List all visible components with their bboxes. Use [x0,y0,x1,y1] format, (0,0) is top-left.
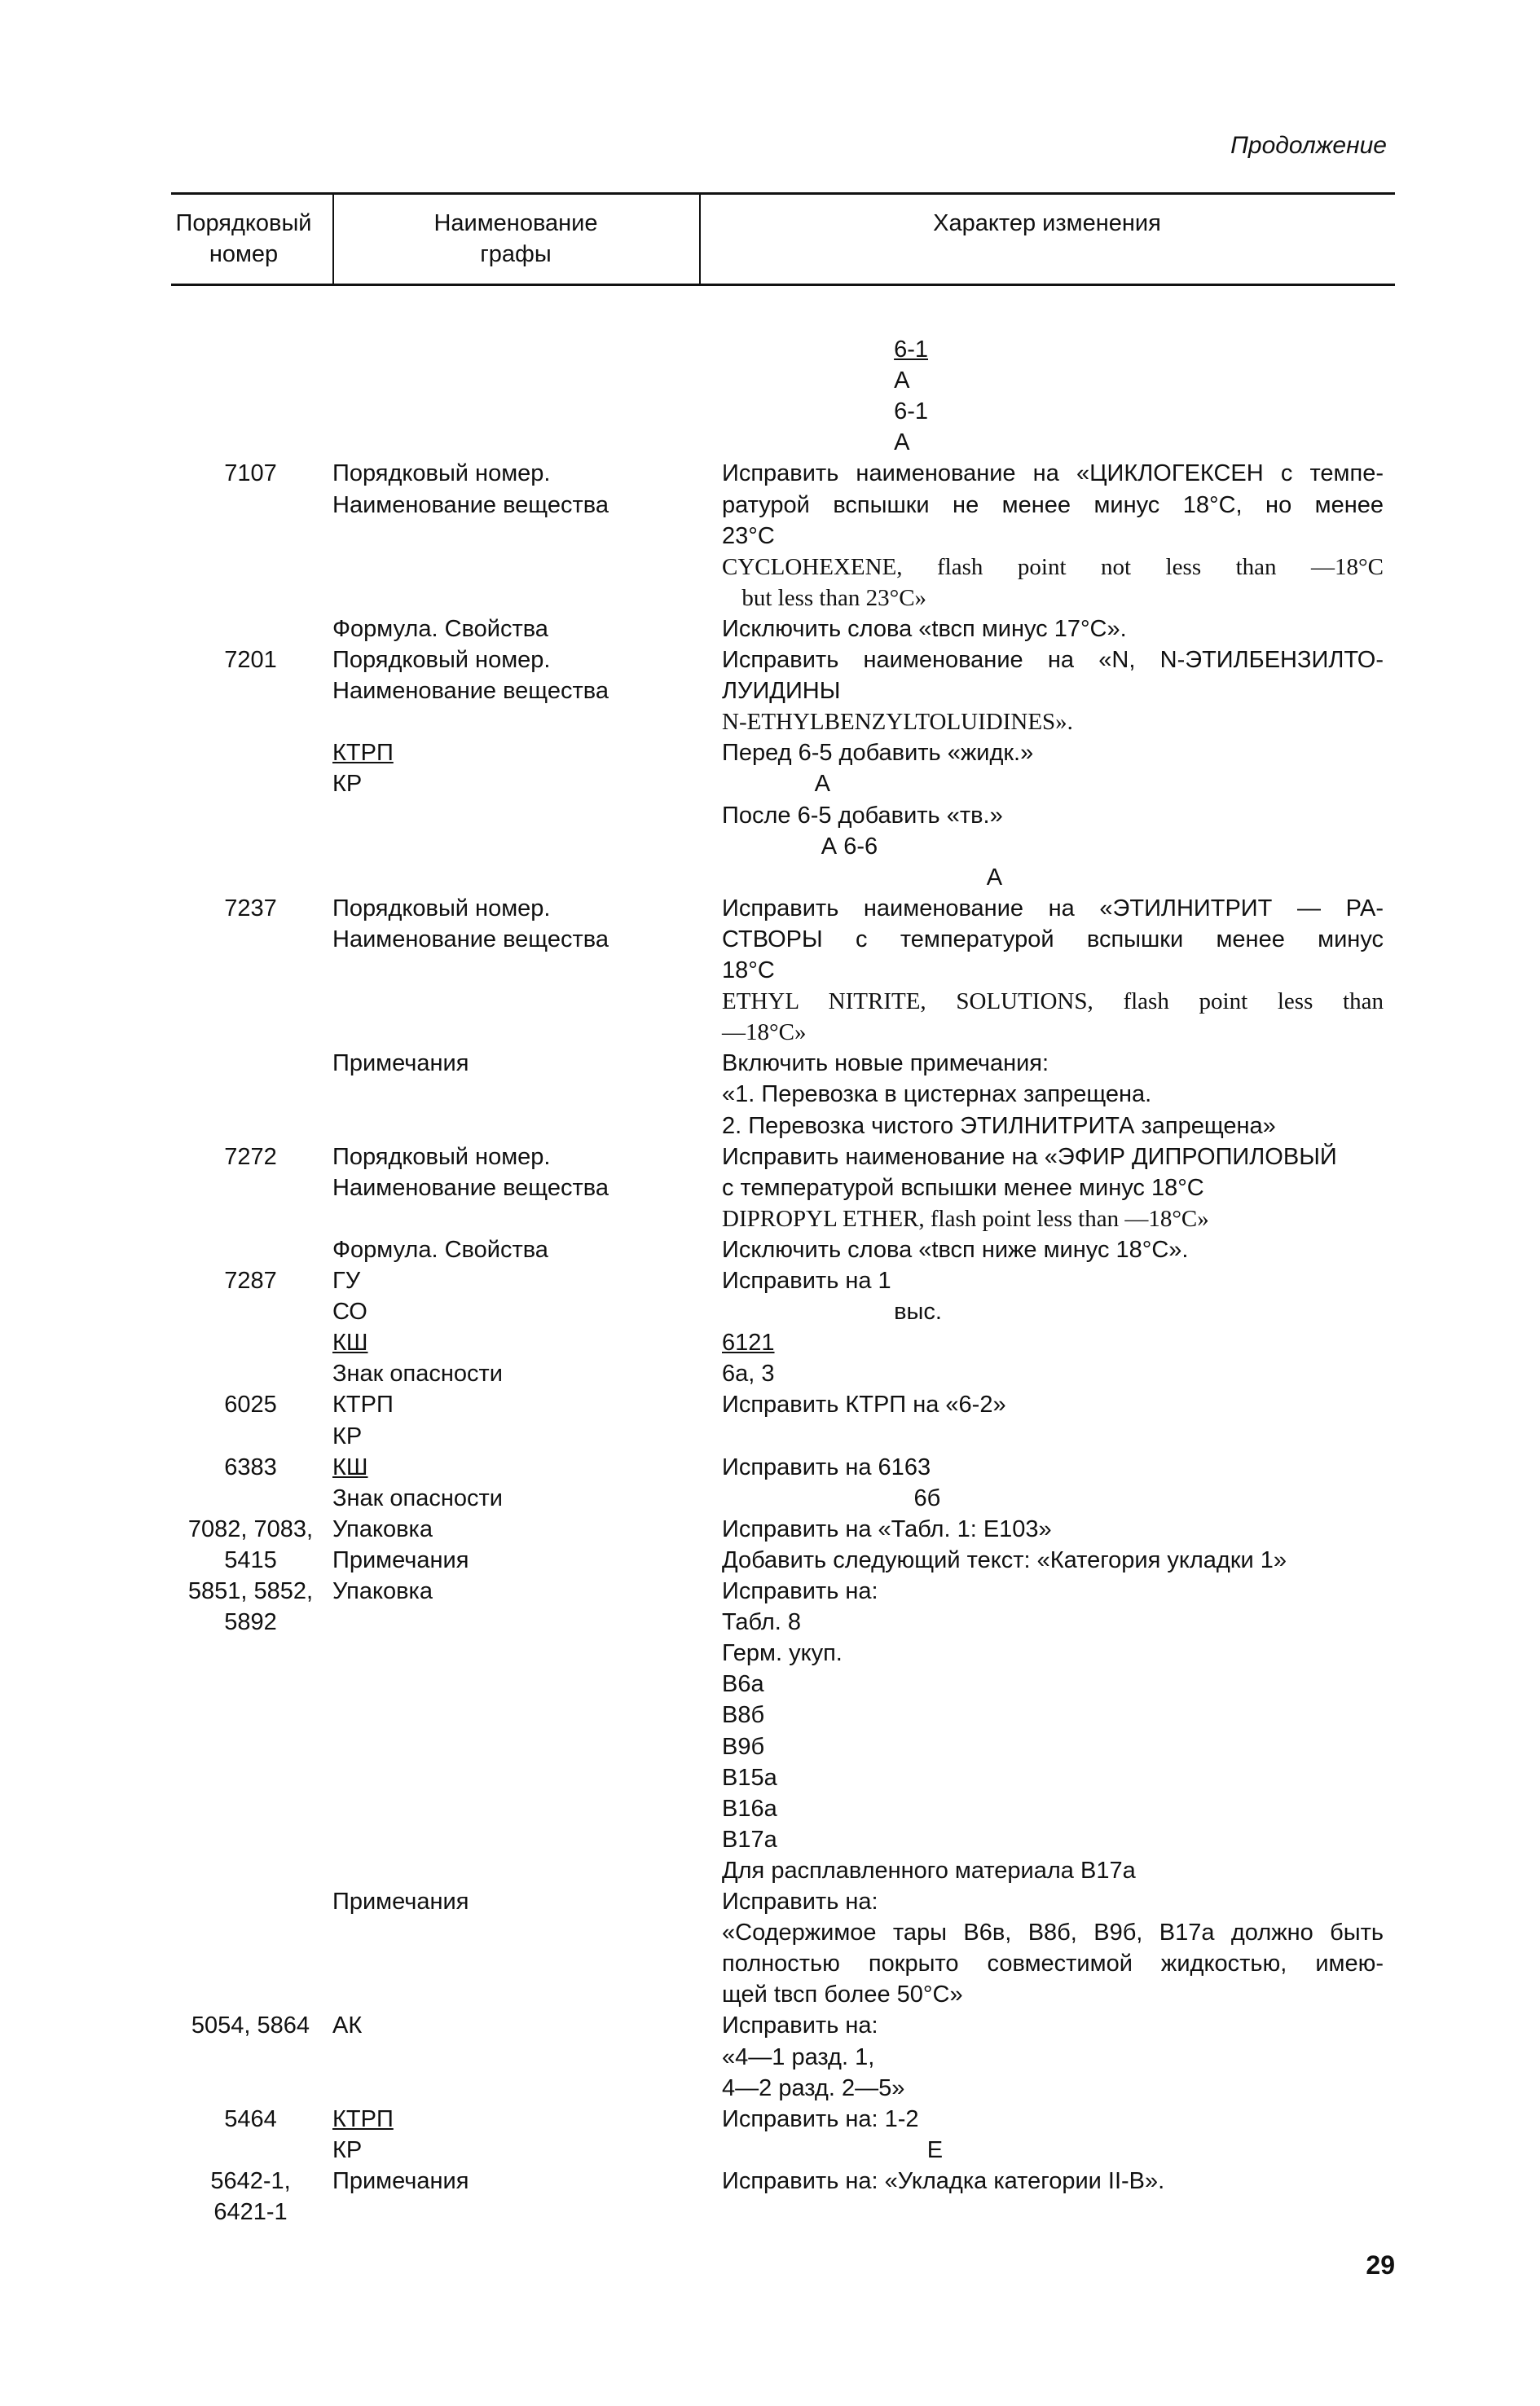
table-row [0,1948,1540,1979]
change-text-cell: «Содержимое тары В6в, В8б, В9б, В17а должно быть [722,1920,1384,1946]
change-text-cell: Исправить наименование на «N, N-ЭТИЛБЕНЗИЛТО- [722,647,1384,673]
table-row [0,1886,1540,1917]
serial-number-cell: 5054, 5864 [191,2012,310,2039]
change-text-cell: —18°C» [722,1019,807,1046]
serial-number-cell: 5642-1, [210,2167,291,2194]
change-text-cell: А [894,429,910,456]
table-row [0,1855,1540,1886]
change-text-cell: ратурой вспышки не менее минус 18°С, но менее [722,491,1384,518]
change-text-cell: А [814,771,831,798]
change-text-cell: Исправить на «Табл. 1: Е103» [722,1515,1052,1542]
change-text-cell: выс. [894,1299,942,1326]
serial-number-cell: 7082, 7083, [187,1515,314,1542]
table-row [0,1111,1540,1141]
column-name-cell: Наименование вещества [332,926,609,952]
change-text-cell: СТВОРЫ с температурой вспышки менее минус [722,926,1384,952]
table-row [0,955,1540,986]
column-name-cell: Примечания [332,1889,469,1915]
change-text-cell: 18°С [722,957,775,983]
table-row [0,1824,1540,1855]
column-name-cell: Формула. Свойства [332,615,548,642]
table-row [0,365,1540,396]
table-row [0,768,1540,799]
table-row [0,986,1540,1017]
page-number: 29 [1366,2250,1395,2280]
table-row [0,2073,1540,2104]
serial-number-cell: 7107 [224,460,277,487]
table-row [0,1203,1540,1234]
change-text-cell: В17а [722,1826,777,1853]
table-row [0,2104,1540,2135]
change-text-cell: 2. Перевозка чистого ЭТИЛНИТРИТА запрещена» [722,1112,1276,1139]
change-text-cell: CYCLOHEXENE, flash point not less than —18°C [722,553,1384,580]
serial-number-cell: 6421-1 [213,2199,288,2225]
header-change-description: Характер изменения [933,210,1161,236]
column-name-cell: Примечания [332,2167,469,2194]
change-text-cell: А [894,367,910,394]
change-text-cell: А 6-6 [821,833,878,860]
column-name-cell: КР [332,1423,363,1449]
table-row [0,1638,1540,1669]
serial-number-cell: 5851, 5852, [187,1578,314,1604]
serial-number-cell: 7272 [224,1143,277,1170]
change-text-cell: 6-1 [894,398,929,425]
change-text-cell: 6а, 3 [722,1361,775,1388]
serial-number-cell: 6025 [224,1392,277,1419]
column-name-cell: Знак опасности [332,1485,503,1511]
column-name-cell: Наименование вещества [332,491,609,518]
table-row [0,1172,1540,1203]
change-text-cell: полностью покрыто совместимой жидкостью, имею- [722,1951,1384,1977]
column-name-cell: Примечания [332,1050,469,1077]
change-text-cell: Исправить на: «Укладка категории II-В». [722,2167,1165,2194]
table-row [0,2010,1540,2041]
column-name-cell: КТРП [332,2105,394,2132]
change-text-cell: В8б [722,1702,765,1729]
change-text-cell: Исправить на: [722,1578,878,1604]
table-row [0,1234,1540,1265]
table-row [0,675,1540,706]
table-row [0,1421,1540,1452]
change-text-cell: Исключить слова «tвсп минус 17°С». [722,615,1127,642]
table-row [0,1731,1540,1762]
table-row [0,1669,1540,1700]
change-text-cell: Добавить следующий текст: «Категория укладки 1» [722,1546,1287,1573]
table-row [0,1452,1540,1483]
column-name-cell: Знак опасности [332,1361,503,1388]
table-row [0,1514,1540,1545]
change-text-cell: Исправить наименование на «ЦИКЛОГЕКСЕН с темпе- [722,460,1384,487]
change-text-cell: В9б [722,1733,765,1760]
table-row [0,334,1540,365]
table-row [0,924,1540,955]
table-row [0,1141,1540,1172]
change-text-cell: Исправить на: 1-2 [722,2105,919,2132]
change-text-cell: Исправить наименование на «ЭФИР ДИПРОПИЛОВЫЙ [722,1143,1337,1170]
table-row [0,1327,1540,1358]
change-text-cell: Исправить на: [722,2012,878,2039]
table-row [0,893,1540,924]
column-name-cell: Формула. Свойства [332,1236,548,1263]
table-row [0,1483,1540,1514]
continuation-label: Продолжение [1230,132,1387,159]
column-name-cell: АК [332,2012,363,2039]
change-text-cell: Включить новые примечания: [722,1050,1049,1077]
column-name-cell: Примечания [332,1546,469,1573]
change-text-cell: Исправить наименование на «ЭТИЛНИТРИТ — РА- [722,895,1384,921]
table-header-rule [171,284,1395,286]
change-text-cell: Исправить на 6163 [722,1454,931,1480]
change-text-cell: Табл. 8 [722,1609,802,1636]
column-name-cell: КР [332,771,363,798]
change-text-cell: 6121 [722,1330,775,1357]
table-row [0,490,1540,521]
change-text-cell: «1. Перевозка в цистернах запрещена. [722,1081,1152,1108]
column-name-cell: КШ [332,1330,368,1357]
change-text-cell: Для расплавленного материала В17а [722,1857,1136,1884]
change-text-cell: ЛУИДИНЫ [722,678,841,705]
change-text-cell: В6а [722,1671,764,1698]
change-text-cell: «4—1 разд. 1, [722,2043,875,2070]
change-text-cell: щей tвсп более 50°С» [722,1982,963,2008]
table-row [0,1607,1540,1638]
serial-number-cell: 5415 [224,1546,277,1573]
table-row [0,862,1540,893]
change-text-cell: с температурой вспышки менее минус 18°С [722,1174,1204,1201]
change-text-cell: but less than 23°C» [741,584,927,611]
table-row [0,1296,1540,1327]
change-text-cell: Исправить на: [722,1889,878,1915]
table-row [0,2135,1540,2166]
column-name-cell: Наименование вещества [332,678,609,705]
table-row [0,706,1540,737]
table-row [0,1079,1540,1110]
serial-number-cell: 7237 [224,895,277,921]
change-text-cell: N-ETHYLBENZYLTOLUIDINES». [722,709,1073,736]
table-row [0,1917,1540,1948]
column-name-cell: Порядковый номер. [332,895,551,921]
column-name-cell: КШ [332,1454,368,1480]
change-text-cell: Исправить на 1 [722,1268,891,1294]
table-row [0,583,1540,614]
change-text-cell: ETHYL NITRITE, SOLUTIONS, flash point less than [722,988,1384,1015]
column-name-cell: Упаковка [332,1515,433,1542]
table-row [0,831,1540,862]
serial-number-cell: 7287 [224,1268,277,1294]
change-text-cell: 23°С [722,522,775,549]
table-row [0,1048,1540,1079]
change-text-cell: 6-1 [894,336,929,363]
change-text-cell: А [986,864,1003,891]
table-row [0,552,1540,583]
table-row [0,644,1540,675]
table-row [0,1762,1540,1793]
table-row [0,396,1540,427]
change-text-cell: В15а [722,1764,777,1791]
serial-number-cell: 6383 [224,1454,277,1480]
table-row [0,2166,1540,2197]
table-row [0,427,1540,458]
column-name-cell: Порядковый номер. [332,460,551,487]
change-text-cell: 6б [913,1485,941,1511]
table-row [0,1545,1540,1576]
serial-number-cell: 7201 [224,647,277,673]
change-text-cell: Исключить слова «tвсп ниже минус 18°С». [722,1236,1189,1263]
column-name-cell: ГУ [332,1268,361,1294]
change-text-cell: DIPROPYL ETHER, flash point less than —18°C» [722,1205,1209,1232]
table-row [0,1358,1540,1389]
change-text-cell: Перед 6-5 добавить «жидк.» [722,740,1034,767]
column-name-cell: КР [332,2136,363,2163]
header-serial-number: Порядковый номер [175,210,312,267]
table-row [0,1389,1540,1420]
table-row [0,737,1540,768]
table-row [0,521,1540,552]
table-row [0,614,1540,644]
table-top-rule [171,192,1395,195]
column-name-cell: КТРП [332,1392,394,1419]
table-row [0,2042,1540,2073]
column-name-cell: КТРП [332,740,394,767]
table-row [0,1265,1540,1296]
header-column-name: Наименование графы [433,210,598,267]
table-row [0,2197,1540,2228]
column-name-cell: Порядковый номер. [332,1143,551,1170]
table-row [0,800,1540,831]
change-text-cell: После 6-5 добавить «тв.» [722,802,1003,829]
table-row [0,1793,1540,1824]
change-text-cell: Герм. укуп. [722,1640,843,1667]
table-row [0,1576,1540,1607]
column-name-cell: Упаковка [332,1578,433,1604]
change-text-cell: 4—2 разд. 2—5» [722,2074,905,2101]
serial-number-cell: 5892 [224,1609,277,1636]
change-text-cell: Е [926,2136,944,2163]
serial-number-cell: 5464 [224,2105,277,2132]
change-text-cell: В16а [722,1795,777,1822]
change-text-cell: Исправить КТРП на «6-2» [722,1392,1006,1419]
table-row [0,1017,1540,1048]
column-name-cell: СО [332,1299,367,1326]
column-name-cell: Порядковый номер. [332,647,551,673]
column-name-cell: Наименование вещества [332,1174,609,1201]
table-row [0,1979,1540,2010]
table-row [0,458,1540,489]
table-row [0,1700,1540,1731]
